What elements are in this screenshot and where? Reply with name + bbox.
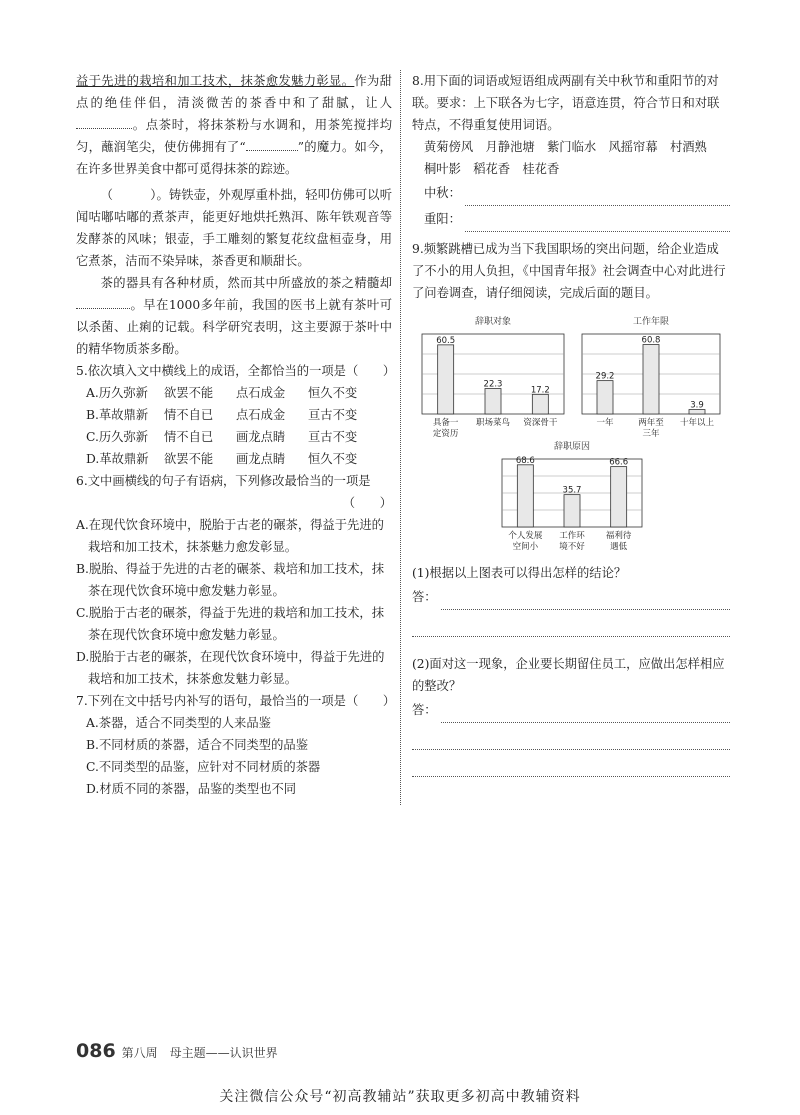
- question-5-options: [76, 382, 392, 470]
- q5-option-c[interactable]: C.历久弥新 情不自已 画龙点睛 亘古不变: [86, 430, 358, 444]
- chart-title: 工作年限: [632, 317, 670, 327]
- bar: [611, 467, 627, 527]
- bar: [438, 345, 454, 414]
- category-label: 十年以上: [679, 418, 715, 428]
- category-label: 两年至: [638, 418, 664, 428]
- q7-option-c[interactable]: C.不同类型的品鉴，应针对不同材质的茶器: [86, 760, 321, 774]
- q6-option-a[interactable]: A.在现代饮食环境中，脱胎于古老的碾茶，得益于先进的栽培和加工技术，抹茶魅力愈发彰显。: [76, 518, 384, 554]
- bar-value-label: 60.8: [641, 335, 661, 346]
- passage-paragraph-3: 茶的器具有各种材质，然而其中所盛放的茶之精髓却。早在1000多年前，我国的医书上就有茶叶可以杀菌、止痢的记载。科学研究表明，这主要源于茶叶中的精华物质茶多酚。: [76, 276, 392, 356]
- category-label: 空间小: [512, 542, 539, 552]
- category-label: 三年: [642, 429, 660, 439]
- category-label: 境不好: [559, 542, 585, 552]
- category-label: 个人发展: [508, 531, 543, 541]
- q5-option-d[interactable]: D.革故鼎新 欲罢不能 画龙点睛 恒久不变: [86, 452, 358, 466]
- q9-1-answer-line[interactable]: 答：: [412, 584, 730, 610]
- q9-2-answer-line-2[interactable]: [412, 727, 730, 750]
- bar-value-label: 3.9: [690, 400, 704, 411]
- survey-charts: [412, 304, 730, 554]
- question-8: 8.用下面的词语或短语组成两副有关中秋节和重阳节的对联。要求：上下联各为七字，语意连贯，符合节日和对联特点，不得重复使用词语。: [412, 74, 720, 132]
- q9-2-answer-line-3[interactable]: [412, 754, 730, 777]
- bar-value-label: 29.2: [595, 371, 615, 382]
- bar: [643, 345, 659, 414]
- bar-value-label: 68.6: [515, 455, 535, 466]
- category-label: 工作环: [559, 531, 585, 541]
- category-label: 福利待: [605, 531, 632, 541]
- chart-title: 辞职对象: [474, 317, 512, 327]
- survey-bar-charts: [412, 304, 730, 554]
- bar-value-label: 66.6: [609, 457, 629, 468]
- passage-paragraph-2: （ ）。铸铁壶，外观厚重朴拙，轻叩仿佛可以听闻咕嘟咕嘟的煮茶声，能更好地烘托熟洱、陈年铁观音等发酵茶的风味；银壶，手工雕刻的繁复花纹盘桓壶身，用它煮茶，洁而不染异味，茶香更和顺甜长。: [76, 188, 392, 268]
- question-6: 6.文中画横线的句子有语病，下列修改最恰当的一项是: [76, 474, 371, 488]
- passage-paragraph-1: 益于先进的栽培和加工技术，抹茶愈发魅力彰显。作为甜点的绝佳伴侣，清淡微苦的茶香中和了甜腻，让人。点茶时，将抹茶粉与水调和，用茶筅搅拌均匀，蘸润笔尖，使仿佛拥有了“ ”的魔力。如今，在许多世界美食中都可觅得抹茶的踪迹。: [76, 74, 392, 176]
- q7-option-d[interactable]: D.材质不同的茶器，品鉴的类型也不同: [86, 782, 297, 796]
- q6-option-c[interactable]: C.脱胎于古老的碾茶，得益于先进的栽培和加工技术，抹茶在现代饮食环境中愈发魅力彰显。: [76, 606, 385, 642]
- bar: [485, 389, 501, 414]
- q9-2-answer-line[interactable]: 答：: [412, 697, 730, 723]
- column-divider: [400, 70, 401, 805]
- idiom-blank-1[interactable]: [76, 116, 132, 129]
- category-label: 遇低: [610, 542, 628, 552]
- bar-value-label: 22.3: [483, 379, 503, 390]
- bar: [564, 495, 580, 527]
- page-footer: [76, 1040, 278, 1062]
- underlined-sentence: 益于先进的栽培和加工技术，抹茶愈发魅力彰显。: [76, 74, 355, 88]
- bar: [517, 465, 533, 527]
- right-column: [412, 70, 730, 777]
- footer-section: 第八周 母主题——认识世界: [121, 1046, 278, 1060]
- q5-option-a[interactable]: A.历久弥新 欲罢不能 点石成金 恒久不变: [86, 386, 358, 400]
- bar-value-label: 35.7: [562, 485, 582, 496]
- question-9-1: (1)根据以上图表可以得出怎样的结论？: [412, 566, 627, 580]
- chart-title: 辞职原因: [553, 442, 591, 452]
- category-label: 定资历: [432, 429, 459, 439]
- question-5: 5.依次填入文中横线上的成语，全都恰当的一项是（ ）: [76, 364, 396, 378]
- q8-word-list-2: 桐叶影 稻花香 桂花香: [424, 162, 560, 176]
- bar-value-label: 60.5: [436, 335, 456, 346]
- double-ninth-answer-line[interactable]: 重阳：: [412, 206, 730, 232]
- category-label: 具备一: [432, 418, 459, 428]
- category-label: 职场菜鸟: [475, 418, 511, 428]
- left-column: [76, 70, 396, 800]
- question-6-paren: （ ）: [342, 496, 392, 510]
- question-7: 7.下列在文中括号内补写的语句，最恰当的一项是（ ）: [76, 694, 396, 708]
- idiom-blank-2[interactable]: [246, 138, 298, 151]
- q7-option-b[interactable]: B.不同材质的茶器，适合不同类型的品鉴: [86, 738, 308, 752]
- question-9: 9.频繁跳槽已成为当下我国职场的突出问题，给企业造成了不小的用人负担，《中国青年报》社会调查中心对此进行了问卷调查，请仔细阅读，完成后面的题目。: [412, 242, 726, 300]
- promo-note: 关注微信公众号“初高教辅站”获取更多初高中教辅资料: [219, 1089, 581, 1105]
- category-label: 一年: [596, 418, 614, 428]
- q5-option-b[interactable]: B.革故鼎新 情不自已 点石成金 亘古不变: [86, 408, 358, 422]
- mid-autumn-answer-line[interactable]: 中秋：: [412, 180, 730, 206]
- question-9-2: (2)面对这一现象，企业要长期留住员工，应做出怎样相应的整改？: [412, 657, 725, 693]
- q6-option-d[interactable]: D.脱胎于古老的碾茶，在现代饮食环境中，得益于先进的栽培和加工技术，抹茶愈发魅力彰显。: [76, 650, 385, 686]
- q9-1-answer-line-2[interactable]: [412, 614, 730, 637]
- page-number: 086: [76, 1040, 116, 1062]
- bar-value-label: 17.2: [530, 385, 550, 396]
- q6-option-b[interactable]: B.脱胎、得益于先进的古老的碾茶、栽培和加工技术，抹茶在现代饮食环境中愈发魅力彰显。: [76, 562, 385, 598]
- bar: [532, 394, 548, 414]
- bar: [597, 381, 613, 414]
- q7-option-a[interactable]: A.茶器，适合不同类型的人来品鉴: [86, 716, 271, 730]
- q8-word-list-1: 黄菊傍风 月静池塘 紫门临水 风摇帘幕 村酒熟: [424, 140, 707, 154]
- idiom-blank-4[interactable]: [76, 296, 130, 309]
- category-label: 资深骨干: [523, 418, 558, 428]
